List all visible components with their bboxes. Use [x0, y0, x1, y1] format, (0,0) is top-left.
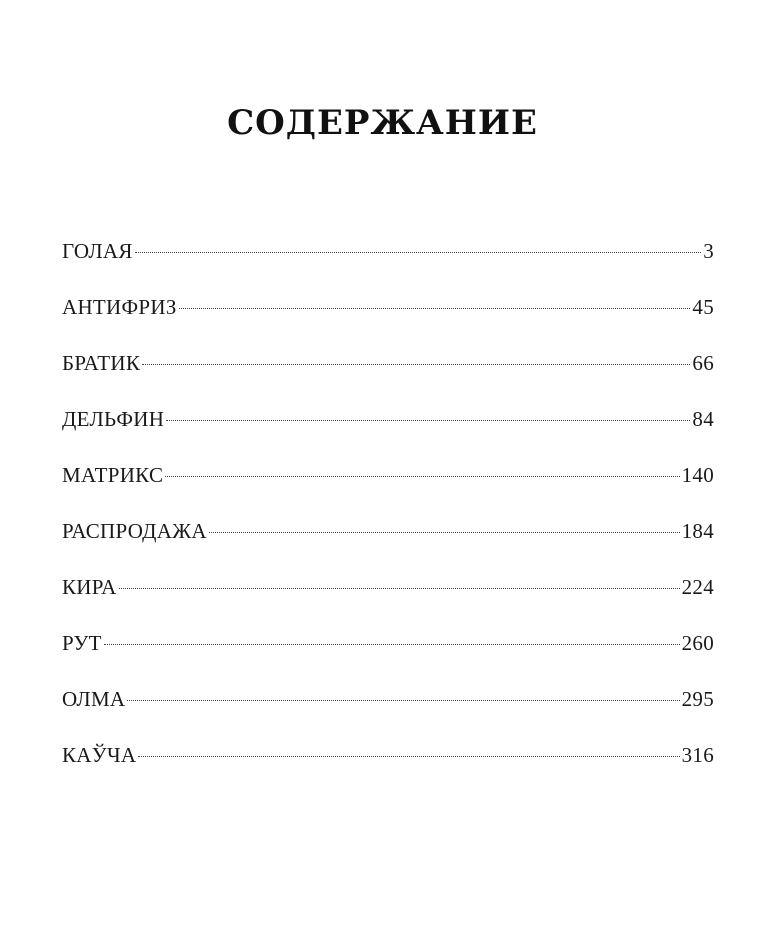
dot-leader	[127, 700, 679, 701]
toc-entry-page: 316	[681, 743, 714, 767]
toc-list	[62, 236, 714, 796]
toc-entry[interactable]	[62, 684, 714, 740]
toc-entry-title: РУТ	[62, 631, 102, 655]
toc-entry-page: 66	[692, 351, 714, 375]
toc-entry-page: 3	[703, 239, 714, 263]
toc-entry-title: МАТРИКС	[62, 463, 164, 487]
toc-entry[interactable]	[62, 740, 714, 796]
toc-entry-title: БРАТИК	[62, 351, 141, 375]
toc-entry-page: 260	[681, 631, 714, 655]
toc-entry[interactable]	[62, 348, 714, 404]
toc-entry-title: ОЛМА	[62, 687, 126, 711]
toc-entry-page: 224	[681, 575, 714, 599]
dot-leader	[165, 476, 679, 477]
dot-leader	[119, 588, 680, 589]
toc-entry[interactable]	[62, 516, 714, 572]
toc-entry-title: ГОЛАЯ	[62, 239, 133, 263]
toc-entry-title: ДЕЛЬФИН	[62, 407, 165, 431]
toc-entry-page: 140	[681, 463, 714, 487]
dot-leader	[138, 756, 679, 757]
dot-leader	[135, 252, 702, 253]
toc-entry[interactable]	[62, 628, 714, 684]
toc-entry-page: 184	[681, 519, 714, 543]
toc-entry[interactable]	[62, 292, 714, 348]
toc-entry[interactable]	[62, 236, 714, 292]
dot-leader	[179, 308, 691, 309]
toc-entry-title: КАЎЧА	[62, 743, 137, 767]
toc-entry-title: КИРА	[62, 575, 117, 599]
toc-entry-page: 84	[692, 407, 714, 431]
dot-leader	[142, 364, 690, 365]
dot-leader	[104, 644, 680, 645]
toc-entry[interactable]	[62, 572, 714, 628]
page-title: СОДЕРЖАНИЕ	[227, 103, 538, 143]
toc-entry-title: АНТИФРИЗ	[62, 295, 177, 319]
toc-entry-page: 295	[681, 687, 714, 711]
dot-leader	[209, 532, 680, 533]
toc-entry[interactable]	[62, 404, 714, 460]
dot-leader	[166, 420, 690, 421]
toc-entry-title: РАСПРОДАЖА	[62, 519, 207, 543]
toc-entry-page: 45	[692, 295, 714, 319]
toc-entry[interactable]	[62, 460, 714, 516]
